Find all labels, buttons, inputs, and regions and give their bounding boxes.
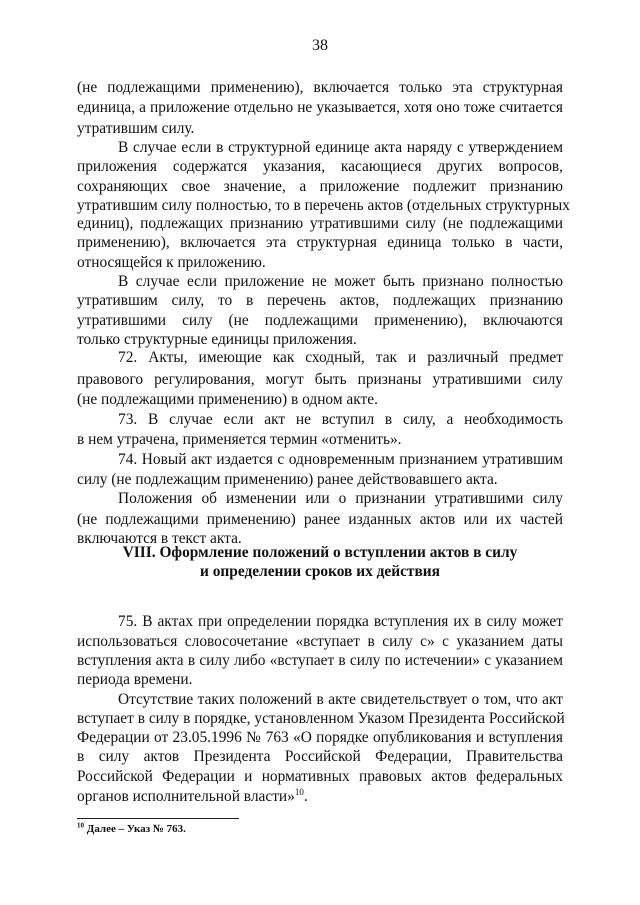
text-line	[77, 233, 563, 253]
footnote-divider	[77, 818, 239, 819]
footnote-text: Далее – Указ № 763.	[86, 823, 186, 835]
text-line	[77, 632, 563, 652]
line-text: VIII. Оформление положений о вступлении актов в силу	[122, 544, 518, 561]
text-line	[77, 157, 563, 177]
line-text: Российской Федерации и нормативных правовых актов федеральных	[77, 768, 563, 785]
text-line	[77, 510, 563, 530]
text-line	[118, 138, 563, 158]
text-line	[77, 330, 563, 350]
line-text: Федерации от 23.05.1996 № 763 «О порядке опубликования и вступления	[77, 729, 563, 746]
section-heading-line	[77, 543, 563, 563]
text-line	[77, 709, 563, 729]
line-text: относящейся к приложению.	[77, 254, 266, 271]
text-line	[77, 787, 563, 807]
line-text: (не подлежащими применению), включается только эта структурная	[77, 79, 563, 96]
line-text-end: .	[303, 788, 308, 805]
section-heading-line	[77, 562, 563, 582]
text-line	[118, 272, 563, 292]
line-text: утратившими силу (не подлежащими применению), включаются	[77, 312, 563, 329]
line-text: приложения содержатся указания, касающиеся других вопросов,	[77, 158, 563, 175]
line-text: утратившим силу, то в перечень актов, подлежащих признанию	[77, 292, 563, 309]
line-text: (не подлежащими применению) в одном акте.	[77, 391, 378, 408]
line-text: В случае если приложение не может быть признано полностью	[118, 273, 563, 290]
line-text: утратившим силу.	[77, 120, 195, 137]
page-number: 38	[312, 37, 328, 54]
text-line	[77, 253, 563, 273]
line-text: (не подлежащими применению) ранее изданных актов или их частей	[77, 511, 563, 528]
text-line	[77, 728, 563, 748]
line-text: силу (не подлежащим применению) ранее действовавшего акта.	[77, 471, 498, 488]
text-line	[77, 196, 570, 216]
line-text: вступления акта в силу либо «вступает в силу по истечении» с указанием	[77, 652, 563, 669]
text-line	[77, 177, 563, 197]
line-text: Положения об изменении или о признании утратившими силу	[118, 490, 563, 507]
text-line	[77, 98, 563, 118]
line-text: единиц), подлежащих признанию утратившими силу (не подлежащими	[77, 215, 563, 232]
text-line	[77, 311, 563, 331]
line-text: вступает в силу в порядке, установленном Указом Президента Российской	[77, 710, 565, 727]
line-text: 73. В случае если акт не вступил в силу, а необходимость	[118, 411, 563, 428]
text-line	[77, 470, 563, 490]
line-text: в нем утрачена, применяется термин «отменить».	[77, 431, 402, 448]
line-text: использоваться словосочетание «вступает в силу с» с указанием даты	[77, 633, 563, 650]
line-text: единица, а приложение отдельно не указывается, хотя оно тоже считается	[77, 99, 563, 116]
line-text: сохраняющих свое значение, а приложение подлежит признанию	[77, 178, 563, 195]
text-line	[118, 690, 563, 710]
footnote	[77, 823, 186, 835]
text-line	[118, 489, 563, 509]
text-line	[77, 747, 563, 767]
text-line	[77, 370, 563, 390]
text-line	[77, 119, 563, 139]
text-line	[77, 390, 563, 410]
line-text: включаются в текст акта.	[77, 530, 242, 547]
text-line	[77, 214, 563, 234]
footnote-reference: 10	[294, 786, 304, 797]
line-text: В случае если в структурной единице акта наряду с утверждением	[118, 139, 563, 156]
line-text: периода времени.	[77, 671, 193, 688]
text-line	[77, 78, 563, 98]
line-text: в силу актов Президента Российской Федерации, Правительства	[77, 748, 563, 765]
line-text: органов исполнительной власти»	[77, 788, 295, 805]
text-line	[77, 430, 563, 450]
text-line	[77, 291, 563, 311]
text-line	[118, 450, 563, 470]
line-text: только структурные единицы приложения.	[77, 331, 357, 348]
line-text: 72. Акты, имеющие как сходный, так и различный предмет	[118, 349, 563, 366]
line-text: правового регулирования, могут быть признаны утратившими силу	[77, 371, 563, 388]
line-text: и определении сроков их действия	[199, 563, 440, 580]
text-line	[77, 670, 563, 690]
text-line	[118, 612, 563, 632]
line-text: 74. Новый акт издается с одновременным признанием утратившим	[118, 451, 563, 468]
text-line	[77, 767, 563, 787]
footnote-mark: 10	[77, 821, 84, 830]
text-line	[77, 651, 563, 671]
text-line	[118, 348, 563, 368]
line-text: утратившим силу полностью, то в перечень актов (отдельных структурных	[77, 197, 570, 214]
text-line	[118, 410, 563, 430]
line-text: применению), включается эта структурная единица только в части,	[77, 234, 563, 251]
line-text: Отсутствие таких положений в акте свидетельствует о том, что акт	[118, 691, 563, 708]
line-text: 75. В актах при определении порядка вступления их в силу может	[118, 613, 563, 630]
